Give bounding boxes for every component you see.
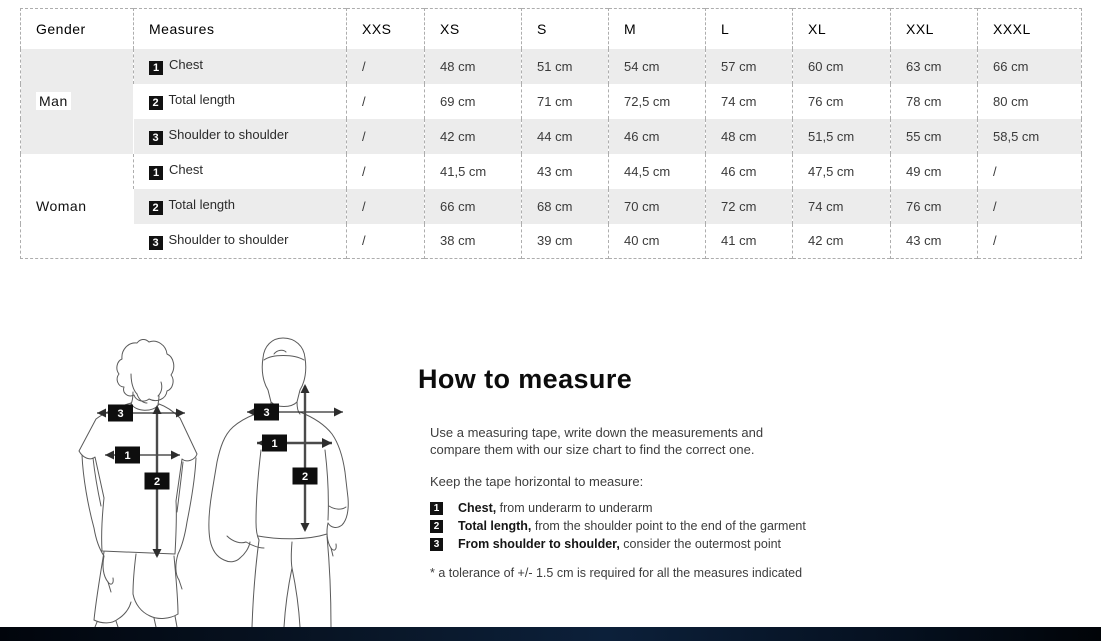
size-value-cell: 41 cm — [706, 224, 793, 259]
size-value-cell: 43 cm — [522, 154, 609, 189]
size-value-cell: 38 cm — [425, 224, 522, 259]
column-header-l: L — [706, 9, 793, 49]
figure-sweatshirt — [209, 338, 348, 627]
gender-label: Man — [36, 92, 71, 110]
size-value-cell: 41,5 cm — [425, 154, 522, 189]
table-header-row — [21, 9, 1082, 49]
measurement-figures-illustration — [75, 330, 395, 627]
measure-cell — [134, 84, 347, 119]
size-value-cell: 76 cm — [793, 84, 891, 119]
size-value-cell: 58,5 cm — [978, 119, 1082, 154]
measure-number-badge: 2 — [149, 96, 163, 110]
size-value-cell: 47,5 cm — [793, 154, 891, 189]
size-value-cell: 76 cm — [891, 189, 978, 224]
column-header-xxs: XXS — [347, 9, 425, 49]
measure-number-badge: 1 — [149, 61, 163, 75]
table-row — [21, 84, 1082, 119]
sweatshirt-badge-1: 1 — [271, 438, 278, 450]
size-value-cell: 66 cm — [425, 189, 522, 224]
size-value-cell: 69 cm — [425, 84, 522, 119]
measure-label: Shoulder to shoulder — [168, 231, 289, 247]
step-badge-1: 1 — [430, 502, 443, 515]
column-header-measures: Measures — [134, 9, 347, 49]
column-header-xxl: XXL — [891, 9, 978, 49]
size-chart-table — [20, 8, 1082, 259]
tape-note: Keep the tape horizontal to measure: — [430, 474, 644, 489]
size-value-cell: / — [347, 189, 425, 224]
measure-cell — [134, 189, 347, 224]
size-value-cell: 51 cm — [522, 49, 609, 84]
gender-label: Woman — [36, 197, 87, 214]
measure-number-badge: 3 — [149, 236, 163, 250]
size-value-cell: / — [347, 224, 425, 259]
step-label: From shoulder to shoulder, — [458, 537, 620, 551]
sweatshirt-length-arrow — [293, 384, 318, 532]
how-to-measure-title: How to measure — [418, 364, 633, 394]
size-value-cell: 66 cm — [978, 49, 1082, 84]
size-value-cell: 74 cm — [706, 84, 793, 119]
table-row — [21, 49, 1082, 84]
size-value-cell: 60 cm — [793, 49, 891, 84]
size-value-cell: 40 cm — [609, 224, 706, 259]
tolerance-note: * a tolerance of +/- 1.5 cm is required for all the measures indicated — [430, 566, 803, 580]
column-header-gender: Gender — [21, 9, 134, 49]
size-value-cell: 46 cm — [609, 119, 706, 154]
measure-cell — [134, 224, 347, 259]
size-value-cell: 43 cm — [891, 224, 978, 259]
size-value-cell: 44,5 cm — [609, 154, 706, 189]
table-row — [21, 189, 1082, 224]
size-value-cell: 39 cm — [522, 224, 609, 259]
size-value-cell: / — [347, 154, 425, 189]
step-description: from underarm to underarm — [496, 501, 653, 515]
size-value-cell: 80 cm — [978, 84, 1082, 119]
step-label: Total length, — [458, 519, 532, 533]
size-value-cell: 51,5 cm — [793, 119, 891, 154]
column-header-xxxl: XXXL — [978, 9, 1082, 49]
measure-intro-line2: compare them with our size chart to find the correct one. — [430, 442, 755, 457]
tshirt-shoulder-arrow — [97, 405, 185, 422]
step-label: Chest, — [458, 501, 497, 515]
table-row — [21, 224, 1082, 259]
tshirt-badge-2: 2 — [153, 476, 161, 488]
size-value-cell: 42 cm — [425, 119, 522, 154]
figure-tshirt — [79, 339, 197, 627]
column-header-m: M — [609, 9, 706, 49]
measure-label: Total length — [168, 197, 235, 212]
step-badge-2: 2 — [430, 520, 443, 533]
size-value-cell: 57 cm — [706, 49, 793, 84]
step-description: from the shoulder point to the end of the garment — [531, 519, 806, 533]
measure-label: Chest — [169, 57, 203, 72]
column-header-xs: XS — [425, 9, 522, 49]
measure-cell — [134, 119, 347, 154]
measure-label: Chest — [169, 162, 203, 177]
size-value-cell: 42 cm — [793, 224, 891, 259]
sweatshirt-chest-arrow — [257, 435, 332, 452]
size-value-cell: 54 cm — [609, 49, 706, 84]
step-description: consider the outermost point — [619, 537, 782, 551]
tshirt-badge-3: 3 — [117, 408, 124, 420]
size-value-cell: 49 cm — [891, 154, 978, 189]
measure-number-badge: 2 — [149, 201, 163, 215]
measure-intro — [430, 424, 898, 458]
tshirt-badge-1: 1 — [124, 450, 131, 462]
size-value-cell: 55 cm — [891, 119, 978, 154]
size-value-cell: 44 cm — [522, 119, 609, 154]
size-value-cell: 48 cm — [706, 119, 793, 154]
measure-step-total-length — [430, 517, 898, 535]
sweatshirt-shoulder-arrow — [247, 404, 343, 421]
size-value-cell: 63 cm — [891, 49, 978, 84]
size-value-cell: 74 cm — [793, 189, 891, 224]
measure-step-chest — [430, 499, 898, 517]
measure-cell — [134, 49, 347, 84]
table-row — [21, 154, 1082, 189]
table-row — [21, 119, 1082, 154]
size-value-cell: 72 cm — [706, 189, 793, 224]
size-value-cell: / — [347, 119, 425, 154]
size-value-cell: / — [347, 49, 425, 84]
column-header-s: S — [522, 9, 609, 49]
tshirt-chest-arrow — [105, 447, 180, 464]
measure-label: Shoulder to shoulder — [168, 127, 289, 142]
measure-intro-line1: Use a measuring tape, write down the measurements and — [430, 425, 764, 440]
size-value-cell: 48 cm — [425, 49, 522, 84]
size-value-cell: 70 cm — [609, 189, 706, 224]
how-to-measure-section — [418, 364, 898, 580]
gender-cell-man — [21, 49, 134, 154]
bottom-dark-bar — [0, 627, 1101, 641]
size-value-cell: 78 cm — [891, 84, 978, 119]
sweatshirt-badge-2: 2 — [301, 471, 309, 483]
table-body — [21, 49, 1082, 259]
size-value-cell: / — [978, 154, 1082, 189]
size-value-cell: / — [978, 224, 1082, 259]
gender-cell-woman — [21, 154, 134, 259]
measure-steps-list — [430, 499, 898, 553]
tshirt-length-arrow — [145, 405, 170, 558]
measure-number-badge: 1 — [149, 166, 163, 180]
size-value-cell: 46 cm — [706, 154, 793, 189]
step-badge-3: 3 — [430, 538, 443, 551]
sweatshirt-badge-3: 3 — [263, 407, 270, 419]
measure-label: Total length — [168, 92, 235, 107]
size-value-cell: / — [978, 189, 1082, 224]
measure-cell — [134, 154, 347, 189]
measure-step-shoulder — [430, 535, 898, 553]
measure-number-badge: 3 — [149, 131, 163, 145]
size-value-cell: 71 cm — [522, 84, 609, 119]
size-value-cell: / — [347, 84, 425, 119]
column-header-xl: XL — [793, 9, 891, 49]
size-value-cell: 68 cm — [522, 189, 609, 224]
size-value-cell: 72,5 cm — [609, 84, 706, 119]
